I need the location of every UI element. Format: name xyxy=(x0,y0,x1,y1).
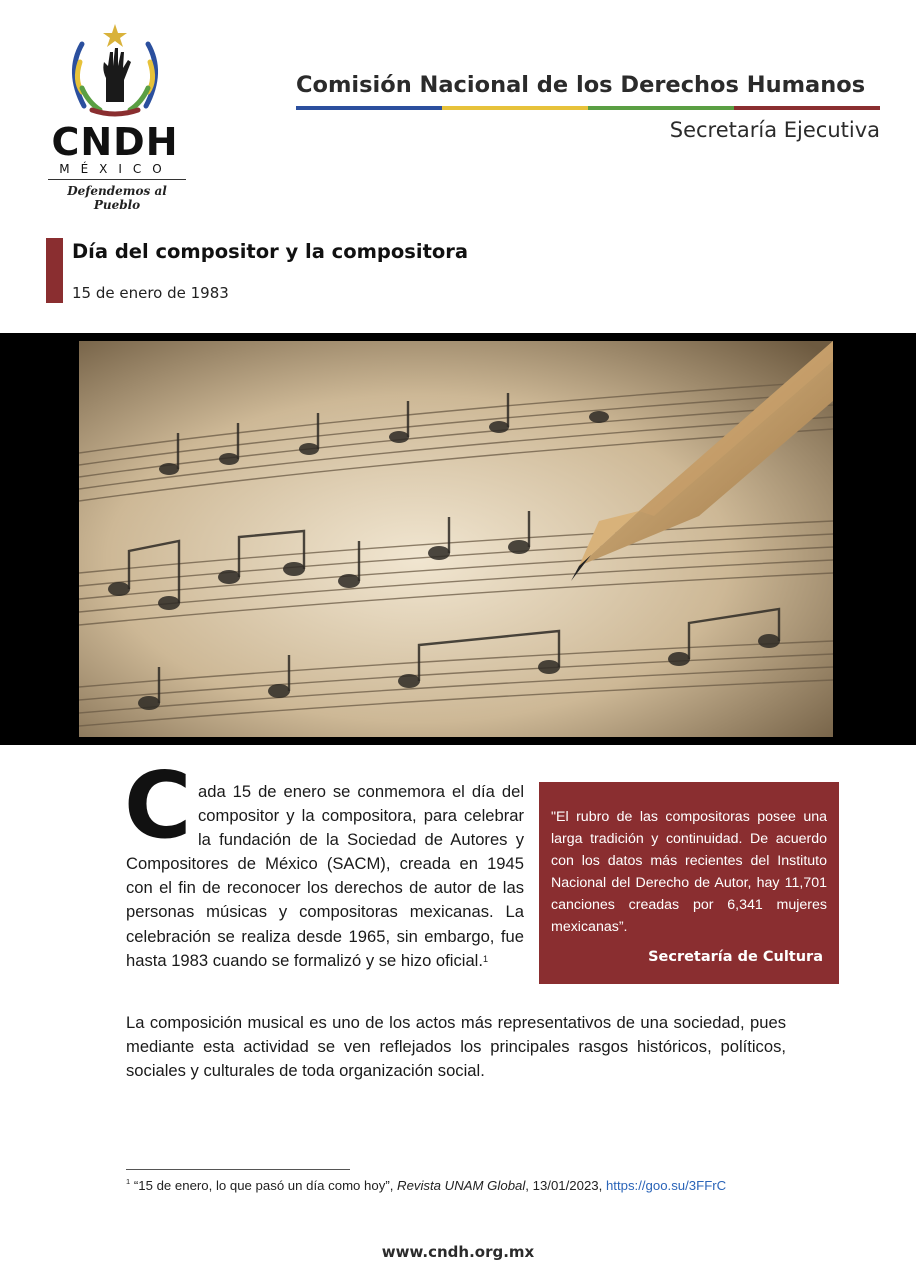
footnote-source: Revista UNAM Global xyxy=(397,1178,526,1193)
body-paragraph-1 xyxy=(126,780,524,973)
rule-segment-yellow xyxy=(442,106,588,110)
page-title: Día del compositor y la compositora xyxy=(72,240,469,263)
title-accent-bar xyxy=(46,238,63,303)
footnote-reference[interactable]: 1 xyxy=(482,953,488,964)
sheet-music-pencil-photo-icon xyxy=(79,341,833,737)
quote-source: Secretaría de Cultura xyxy=(648,949,823,965)
footnote xyxy=(126,1178,846,1193)
footnote-text: “15 de enero, lo que pasó un día como hoy”, xyxy=(133,1178,398,1193)
drop-cap: C xyxy=(124,752,192,859)
footer-website[interactable]: www.cndh.org.mx xyxy=(381,1243,535,1261)
footnote-divider xyxy=(126,1169,350,1170)
hero-image-frame xyxy=(0,333,916,745)
footnote-marker: 1 xyxy=(126,1177,131,1186)
rule-segment-red xyxy=(734,106,880,110)
logo-motto: Defendemos al Pueblo xyxy=(67,184,167,212)
body-paragraph-2: La composición musical es uno de los actos más representativos de una sociedad, pues mediante esta actividad se ven reflejados los principales rasgos históricos, políticos, sociales y culturales de toda organización social. xyxy=(126,1013,786,1080)
organization-subtitle: Secretaría Ejecutiva xyxy=(669,118,880,142)
logo-emblem-icon xyxy=(44,22,194,120)
rule-segment-green xyxy=(588,106,734,110)
drop-cap-space xyxy=(126,780,198,852)
logo-wordmark: CNDH xyxy=(51,120,179,164)
quote-callout xyxy=(539,782,839,984)
color-rule xyxy=(296,106,880,110)
page-date: 15 de enero de 1983 xyxy=(72,284,229,302)
quote-text: "El rubro de las compositoras posee una larga tradición y continuidad. De acuerdo con los datos más recientes del Instituto Nacional del Derecho de Autor, hay 11,701 canciones creadas por 6,341 mujeres mexicanas”. xyxy=(551,809,827,935)
cndh-logo xyxy=(44,22,194,212)
logo-divider xyxy=(48,179,186,180)
logo-country: MÉXICO xyxy=(59,162,173,176)
paragraph-1-text: ada 15 de enero se conmemora el día del compositor y la compositora, para celebrar la fundación de la Sociedad de Autores y Compositores de México (SACM), creada en 1945 con el fin de reconocer los derechos de autor de las personas músicas y compositoras mexicanas. La celebración se realiza desde 1965, sin embargo, fue hasta 1983 cuando se formalizó y se hizo oficial. xyxy=(126,782,524,970)
footnote-link[interactable]: https://goo.su/3FFrC xyxy=(605,1178,727,1193)
organization-title: Comisión Nacional de los Derechos Humanos xyxy=(296,72,866,98)
rule-segment-blue xyxy=(296,106,442,110)
footnote-date: , 13/01/2023, xyxy=(525,1178,606,1193)
